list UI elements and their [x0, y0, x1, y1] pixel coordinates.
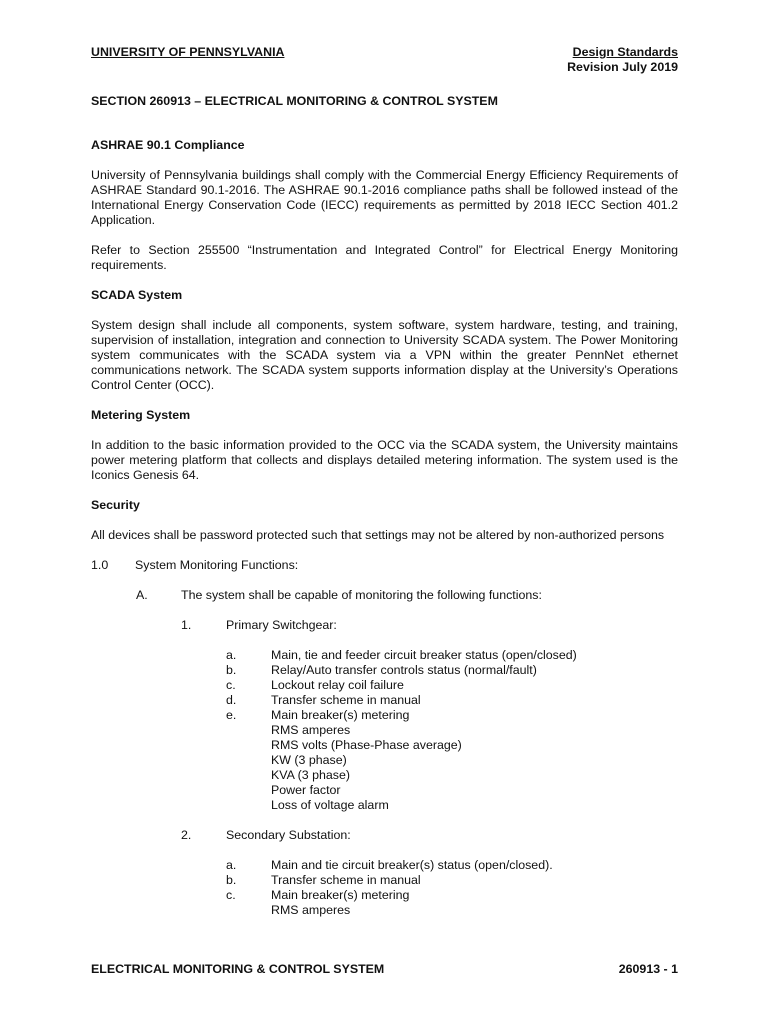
- list-item-text: Transfer scheme in manual: [271, 693, 421, 707]
- metering-detail: Loss of voltage alarm: [271, 798, 389, 812]
- document-body: [91, 94, 678, 933]
- list-item-letter: b.: [226, 873, 237, 887]
- list-item-letter: d.: [226, 693, 237, 707]
- outline-item-primary-switchgear: [181, 618, 678, 633]
- heading-ashrae: ASHRAE 90.1 Compliance: [91, 138, 245, 152]
- paragraph-security: All devices shall be password protected such that settings may not be altered by non-authorized persons: [91, 528, 665, 542]
- section-title: SECTION 260913 – ELECTRICAL MONITORING & CONTROL SYSTEM: [91, 94, 498, 108]
- list-item-letter: c.: [226, 888, 236, 902]
- list-item-letter: c.: [226, 678, 236, 692]
- list-item-letter: a.: [226, 858, 237, 872]
- list-item-letter: a.: [226, 648, 237, 662]
- list-item: [226, 648, 678, 663]
- heading-security: Security: [91, 498, 140, 512]
- sublist-secondary-substation: [226, 858, 678, 918]
- heading-metering: Metering System: [91, 408, 191, 422]
- footer-title: ELECTRICAL MONITORING & CONTROL SYSTEM: [91, 962, 385, 976]
- metering-detail: Power factor: [271, 783, 341, 797]
- list-item-text: Lockout relay coil failure: [271, 678, 404, 692]
- header-revision-date: Revision July 2019: [567, 60, 678, 74]
- outline-level2-text: The system shall be capable of monitoring the following functions:: [181, 588, 542, 602]
- outline-item-secondary-substation: [181, 828, 678, 843]
- list-item-text: Main breaker(s) metering: [271, 708, 410, 722]
- list-item-text: Transfer scheme in manual: [271, 873, 421, 887]
- list-item-text: Relay/Auto transfer controls status (normal/fault): [271, 663, 537, 677]
- list-item-text: Main, tie and feeder circuit breaker status (open/closed): [271, 648, 577, 662]
- list-item-text: Main and tie circuit breaker(s) status (open/closed).: [271, 858, 553, 872]
- header-revision-block: [567, 45, 678, 75]
- outline-item-number: 2.: [181, 828, 192, 842]
- outline-level1-text: System Monitoring Functions:: [135, 558, 299, 572]
- outline-level2-a: [136, 588, 678, 603]
- sublist-primary-switchgear: [226, 648, 678, 813]
- footer-page-number: 260913 - 1: [618, 962, 678, 976]
- list-item-letter: b.: [226, 663, 237, 677]
- outline-item-text: Secondary Substation:: [226, 828, 351, 842]
- outline-level1: [91, 558, 678, 573]
- heading-scada: SCADA System: [91, 288, 183, 302]
- paragraph-scada: System design shall include all components, system software, system hardware, testing, and training, supervision of installation, integration and connection to University SCADA system. The Power Monitoring system communicates with the SCADA system via a VPN within the greater PennNet ethernet communications network. The SCADA system supports information display at the University’s Operations Control Center (OCC).: [91, 318, 678, 392]
- metering-detail: RMS volts (Phase-Phase average): [271, 738, 462, 752]
- list-item: [226, 888, 678, 903]
- list-item: [226, 663, 678, 678]
- list-item: [226, 873, 678, 888]
- list-item: [226, 678, 678, 693]
- outline-item-number: 1.: [181, 618, 192, 632]
- list-item-text: Main breaker(s) metering: [271, 888, 410, 902]
- header-design-standards: Design Standards: [572, 45, 678, 59]
- paragraph-ashrae-1: University of Pennsylvania buildings shall comply with the Commercial Energy Efficiency Requirements of ASHRAE Standard 90.1-2016. The ASHRAE 90.1-2016 compliance paths shall be followed instead of the International Energy Conservation Code (IECC) requirements as permitted by 2018 IECC Section 401.2 Application.: [91, 168, 678, 227]
- list-item: [226, 858, 678, 873]
- metering-detail: RMS amperes: [271, 723, 351, 737]
- paragraph-metering: In addition to the basic information provided to the OCC via the SCADA system, the University maintains power metering platform that collects and displays detailed metering information. The system used is the Iconics Genesis 64.: [91, 438, 678, 482]
- outline-level1-number: 1.0: [91, 558, 109, 572]
- metering-detail: RMS amperes: [271, 903, 351, 917]
- outline-item-text: Primary Switchgear:: [226, 618, 337, 632]
- metering-detail: KVA (3 phase): [271, 768, 350, 782]
- paragraph-ashrae-2: Refer to Section 255500 “Instrumentation and Integrated Control” for Electrical Energy Monitoring requirements.: [91, 243, 678, 272]
- list-item: [226, 693, 678, 708]
- outline-level2-number: A.: [136, 588, 148, 602]
- header-organization: UNIVERSITY OF PENNSYLVANIA: [91, 45, 285, 59]
- metering-detail: KW (3 phase): [271, 753, 347, 767]
- list-item: [226, 708, 678, 723]
- list-item-letter: e.: [226, 708, 237, 722]
